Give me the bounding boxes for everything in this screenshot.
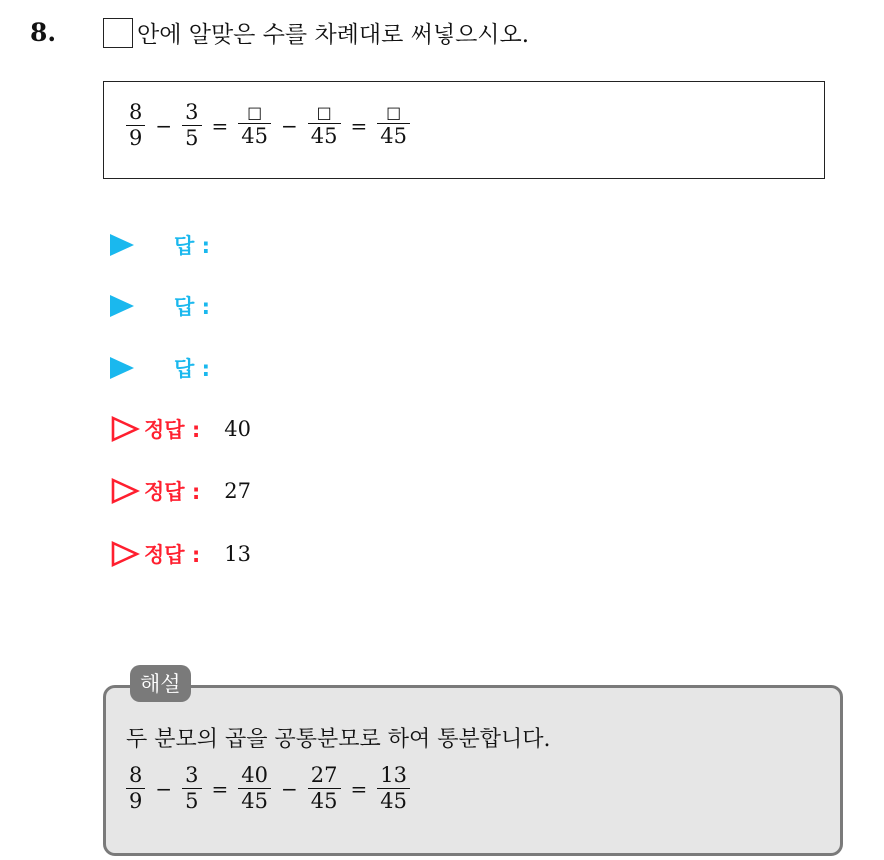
answer-label: 답 : bbox=[174, 357, 210, 381]
operator: − bbox=[281, 776, 298, 801]
operator: − bbox=[155, 776, 173, 801]
answer-row bbox=[110, 288, 210, 324]
correct-answer-row bbox=[110, 536, 251, 572]
fraction bbox=[377, 763, 410, 814]
fraction bbox=[126, 100, 145, 151]
fraction bbox=[182, 100, 201, 151]
correct-label: 정답 : bbox=[144, 480, 201, 504]
question-text: 안에 알맞은 수를 차례대로 써넣으시오. bbox=[137, 22, 530, 48]
fraction bbox=[182, 763, 201, 814]
answer-label: 답 : bbox=[174, 295, 210, 319]
correct-value: 27 bbox=[224, 479, 252, 503]
numerator: 27 bbox=[310, 763, 338, 787]
numerator: 13 bbox=[380, 763, 408, 787]
fraction bbox=[238, 763, 271, 814]
denominator: 45 bbox=[310, 789, 338, 814]
play-triangle-icon bbox=[110, 295, 134, 317]
explanation-text: 두 분모의 곱을 공통분모로 하여 통분합니다. bbox=[126, 727, 551, 752]
numerator: 40 bbox=[241, 763, 269, 787]
operator: = bbox=[211, 113, 229, 138]
correct-label: 정답 : bbox=[144, 418, 201, 442]
numerator: 3 bbox=[185, 100, 199, 124]
correct-value: 40 bbox=[224, 417, 252, 441]
equation bbox=[122, 100, 414, 151]
fraction bbox=[238, 103, 271, 149]
numerator: 8 bbox=[129, 100, 143, 124]
numerator-blank: □ bbox=[316, 102, 332, 122]
fraction bbox=[126, 763, 145, 814]
operator: − bbox=[281, 113, 298, 138]
correct-value: 13 bbox=[224, 542, 252, 566]
numerator: 3 bbox=[185, 763, 199, 787]
denominator: 5 bbox=[185, 789, 199, 814]
denominator: 5 bbox=[185, 126, 199, 151]
numerator-blank: □ bbox=[247, 102, 263, 122]
operator: = bbox=[350, 776, 368, 801]
operator: − bbox=[155, 113, 173, 138]
outline-triangle-icon bbox=[110, 477, 140, 505]
outline-triangle-icon bbox=[110, 415, 140, 443]
outline-triangle-icon bbox=[110, 540, 140, 568]
blank-box-icon bbox=[103, 18, 133, 48]
answer-row bbox=[110, 350, 210, 386]
equation-box bbox=[103, 81, 825, 179]
fraction bbox=[308, 103, 341, 149]
play-triangle-icon bbox=[110, 357, 134, 379]
correct-label: 정답 : bbox=[144, 543, 201, 567]
denominator: 45 bbox=[380, 789, 408, 814]
operator: = bbox=[350, 113, 368, 138]
explanation-equation bbox=[122, 763, 414, 814]
fraction bbox=[308, 763, 341, 814]
question-prompt bbox=[103, 16, 529, 49]
correct-answer-row bbox=[110, 411, 251, 447]
play-triangle-icon bbox=[110, 234, 134, 256]
answer-label: 답 : bbox=[174, 234, 210, 258]
denominator: 9 bbox=[129, 789, 143, 814]
numerator: 8 bbox=[129, 763, 143, 787]
denominator: 45 bbox=[241, 789, 269, 814]
denominator: 45 bbox=[380, 123, 408, 148]
denominator: 9 bbox=[129, 126, 143, 151]
correct-answer-row bbox=[110, 473, 251, 509]
fraction bbox=[377, 103, 410, 149]
explanation-tag: 해설 bbox=[130, 665, 191, 702]
operator: = bbox=[211, 776, 229, 801]
denominator: 45 bbox=[241, 123, 269, 148]
numerator-blank: □ bbox=[386, 102, 402, 122]
denominator: 45 bbox=[310, 123, 338, 148]
answer-row bbox=[110, 227, 210, 263]
question-number: 8. bbox=[30, 18, 57, 47]
